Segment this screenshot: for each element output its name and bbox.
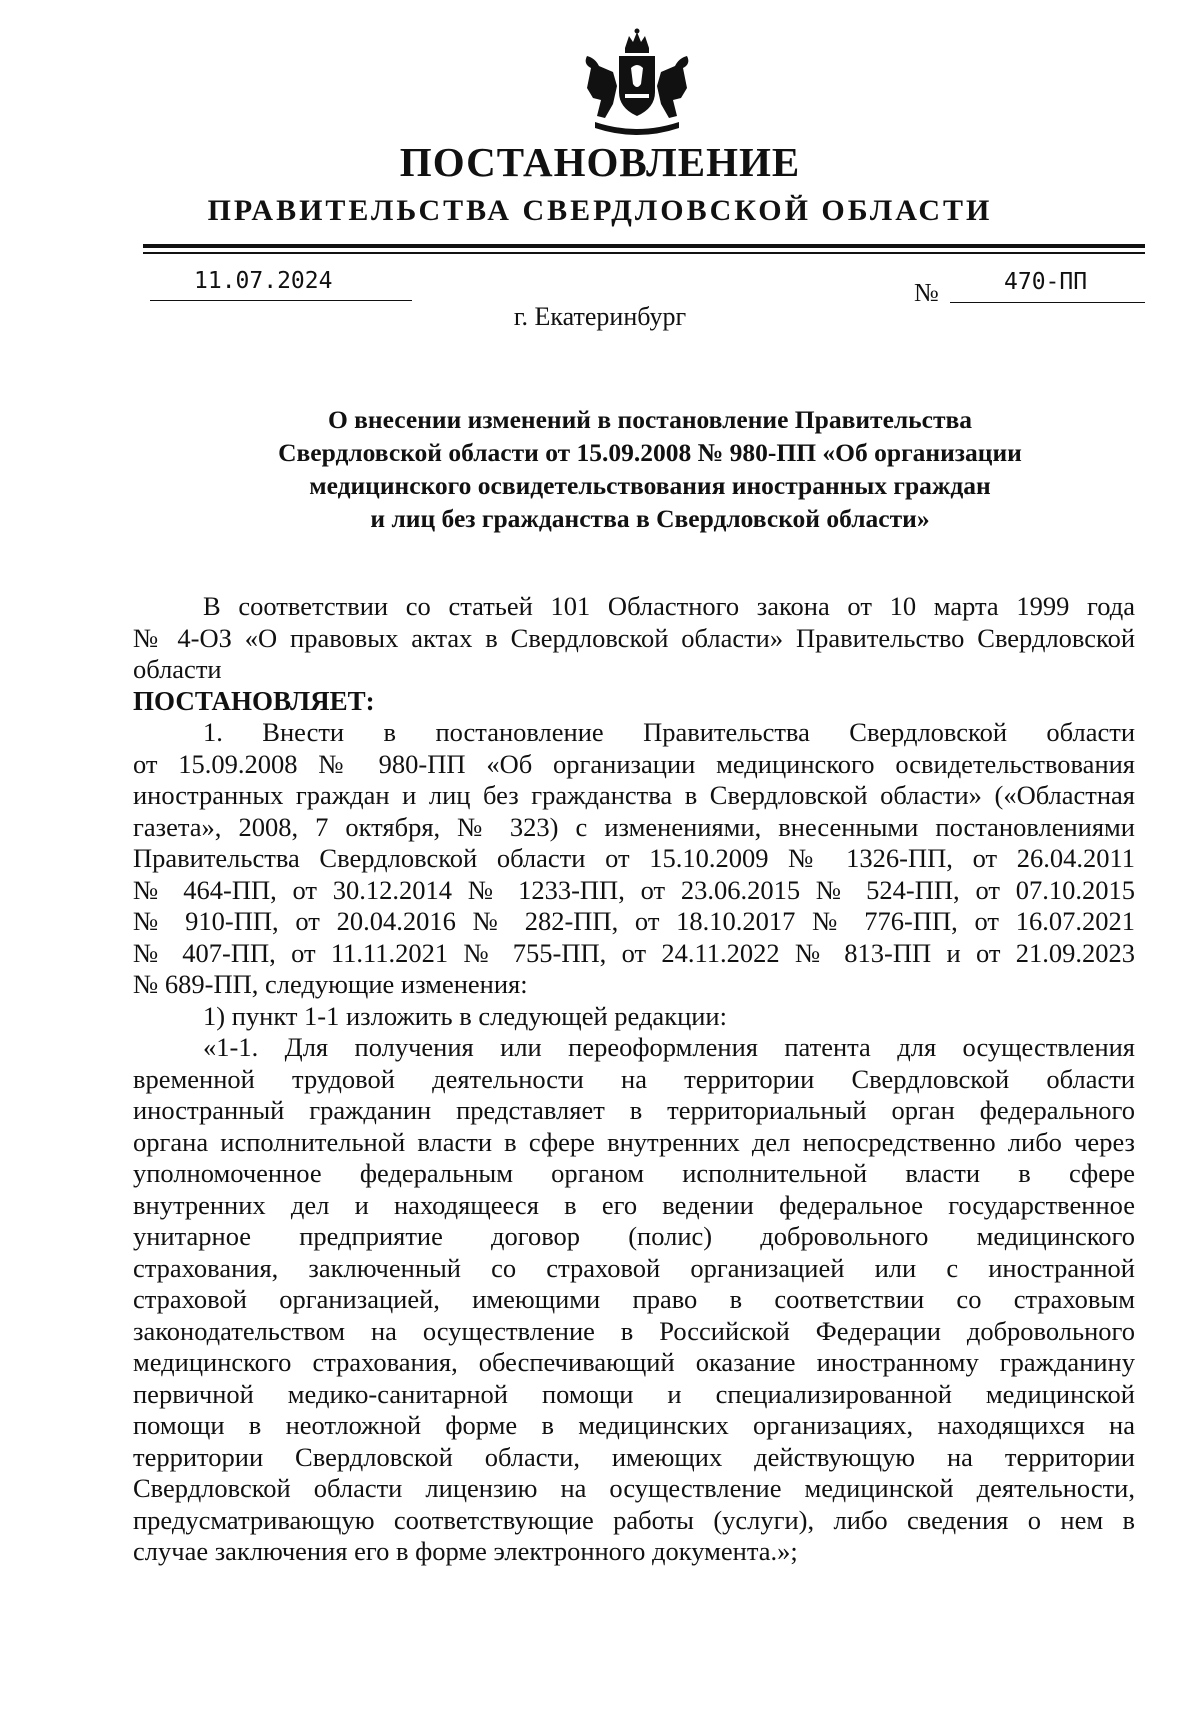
body-line: унитарное предприятие договор (полис) добровольного медицинского <box>133 1221 1135 1251</box>
body-line: Правительства Свердловской области от 15.10.2009 № 1326-ПП, от 26.04.2011 <box>133 843 1135 873</box>
body-line: иностранных граждан и лиц без гражданства в Свердловской области» («Областная <box>133 780 1135 810</box>
body-line: Свердловской области лицензию на осуществление медицинской деятельности, <box>133 1473 1135 1503</box>
resolution-heading <box>150 403 1150 535</box>
document-body <box>133 591 1135 1568</box>
heading-line: медицинского освидетельствования иностранных граждан <box>309 471 991 500</box>
body-line: газета», 2008, 7 октября, № 323) с изменениями, внесенными постановлениями <box>133 811 1135 842</box>
body-line: территории Свердловской области, имеющих действующую на территории <box>133 1441 1135 1472</box>
body-line: № 4-ОЗ «О правовых актах в Свердловской области» Правительство Свердловской <box>133 622 1135 653</box>
coat-of-arms-icon <box>573 28 701 138</box>
document-title: ПОСТАНОВЛЕНИЕ <box>399 139 801 185</box>
body-line: № 689-ПП, следующие изменения: <box>133 969 528 999</box>
header-divider <box>143 244 1145 248</box>
body-line: 1. Внести в постановление Правительства Свердловской области <box>203 717 1135 747</box>
body-line: области <box>133 654 222 684</box>
body-line: страховой организацией, имеющими право в соответствии со страховым <box>133 1284 1135 1314</box>
body-line: страхования, заключенный со страховой организацией или с иностранной <box>133 1252 1135 1283</box>
body-line: В соответствии со статьей 101 Областного закона от 10 марта 1999 года <box>203 591 1135 621</box>
number-field <box>950 269 1145 303</box>
heading-line: Свердловской области от 15.09.2008 № 980-ПП «Об организации <box>278 438 1022 467</box>
document-number: 470-ПП <box>1004 269 1088 295</box>
body-line: № 910-ПП, от 20.04.2016 № 282-ПП, от 18.10.2017 № 776-ПП, от 16.07.2021 <box>133 906 1135 936</box>
body-line: от 15.09.2008 № 980-ПП «Об организации медицинского освидетельствования <box>133 748 1135 779</box>
body-line: № 464-ПП, от 30.12.2014 № 1233-ПП, от 23.06.2015 № 524-ПП, от 07.10.2015 <box>133 874 1135 905</box>
body-line: органа исполнительной власти в сфере внутренних дел непосредственно либо через <box>133 1126 1135 1157</box>
body-line: временной трудовой деятельности на территории Свердловской области <box>133 1063 1135 1094</box>
document-subtitle: ПРАВИТЕЛЬСТВА СВЕРДЛОВСКОЙ ОБЛАСТИ <box>207 194 993 227</box>
header-divider-thin <box>143 252 1145 254</box>
body-line: предусматривающую соответствующие работы (услуги), либо сведения о нем в <box>133 1504 1135 1535</box>
body-line: медицинского страхования, обеспечивающий оказание иностранному гражданину <box>133 1347 1135 1377</box>
body-line: 1) пункт 1-1 изложить в следующей редакции: <box>203 1000 727 1031</box>
document-date: 11.07.2024 <box>194 268 333 294</box>
date-field <box>150 268 412 301</box>
resolves-word: ПОСТАНОВЛЯЕТ: <box>133 685 375 716</box>
body-line: уполномоченное федеральным органом исполнительной власти в сфере <box>133 1158 1135 1188</box>
body-line: внутренних дел и находящееся в его ведении федеральное государственное <box>133 1189 1135 1220</box>
body-line: случае заключения его в форме электронного документа.»; <box>133 1536 798 1566</box>
heading-line: и лиц без гражданства в Свердловской области» <box>370 504 930 533</box>
body-line: законодательством на осуществление в Российской Федерации добровольного <box>133 1315 1135 1346</box>
body-line: помощи в неотложной форме в медицинских организациях, находящихся на <box>133 1410 1135 1440</box>
heading-line: О внесении изменений в постановление Правительства <box>327 405 973 434</box>
body-line: иностранный гражданин представляет в территориальный орган федерального <box>133 1095 1135 1125</box>
body-line: № 407-ПП, от 11.11.2021 № 755-ПП, от 24.11.2022 № 813-ПП и от 21.09.2023 <box>133 937 1135 968</box>
city: г. Екатеринбург <box>513 302 687 331</box>
body-line: первичной медико-санитарной помощи и специализированной медицинской <box>133 1378 1135 1409</box>
number-sign: № <box>914 278 939 307</box>
body-line: «1-1. Для получения или переоформления патента для осуществления <box>203 1032 1135 1062</box>
